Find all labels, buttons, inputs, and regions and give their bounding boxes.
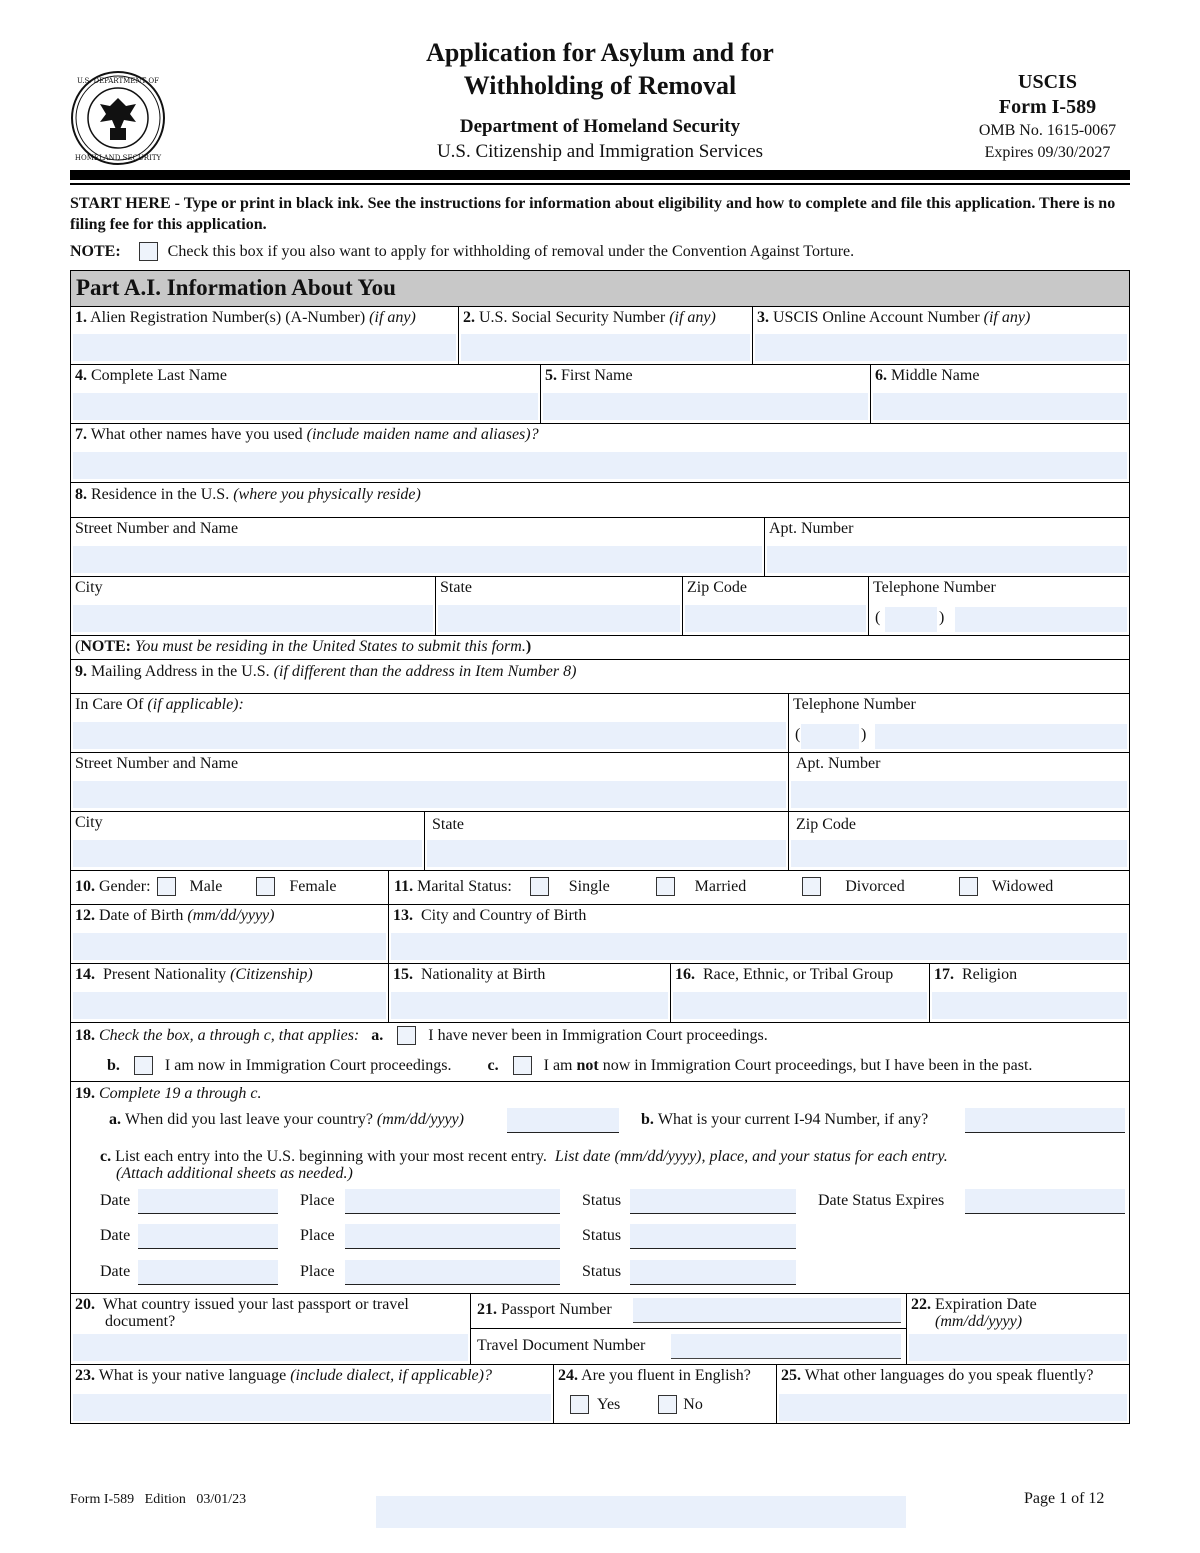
nationality-birth-input[interactable] xyxy=(391,992,668,1019)
religion-input[interactable] xyxy=(932,992,1127,1019)
row-mailing-street xyxy=(71,753,1129,812)
marital-married-checkbox[interactable] xyxy=(656,877,675,896)
item-2-cell: 2. U.S. Social Security Number (if any) xyxy=(459,307,753,364)
row-gender-marital xyxy=(71,871,1129,905)
nationality-cell: 14. Present Nationality (Citizenship) xyxy=(71,964,389,1022)
mailing-state-input[interactable] xyxy=(427,840,786,867)
marital-status-cell: 11. Marital Status: Single Married Divorced Widowed xyxy=(394,877,1054,895)
row-items-4-6 xyxy=(71,365,1129,424)
gender-male-checkbox[interactable] xyxy=(157,877,176,896)
other-languages-input[interactable] xyxy=(779,1394,1127,1421)
footer-barcode-field[interactable] xyxy=(376,1496,906,1528)
item-4-cell: 4. Complete Last Name xyxy=(71,365,541,423)
row-nationality xyxy=(71,964,1129,1023)
nationality-input[interactable] xyxy=(73,992,386,1019)
item-25-cell: 25. What other languages do you speak fluently? xyxy=(777,1365,1129,1424)
ethnic-group-cell: 16. Race, Ethnic, or Tribal Group xyxy=(671,964,930,1022)
mailing-street-cell: Street Number and Name xyxy=(71,753,789,811)
item-5-cell: 5. First Name xyxy=(541,365,871,423)
row-item-8-heading: 8. Residence in the U.S. (where you physically reside) xyxy=(71,483,1129,518)
marital-single-checkbox[interactable] xyxy=(530,877,549,896)
english-no-checkbox[interactable] xyxy=(658,1395,677,1414)
part-a1-form xyxy=(70,270,1130,1424)
row-residing-note: (NOTE: You must be residing in the United States to submit this form.) xyxy=(71,636,1129,660)
residence-zip-cell: Zip Code xyxy=(683,577,869,635)
mailing-area-code-input[interactable] xyxy=(801,724,859,749)
row-residence-street xyxy=(71,518,1129,577)
mailing-street-input[interactable] xyxy=(73,781,786,808)
religion-cell: 17. Religion xyxy=(930,964,1129,1022)
mailing-state-cell: State xyxy=(425,812,789,870)
row-item-9-heading: 9. Mailing Address in the U.S. (if different than the address in Item Number 8) xyxy=(71,660,1129,694)
last-left-country-date-input[interactable] xyxy=(507,1108,619,1133)
last-name-input[interactable] xyxy=(73,393,538,420)
form-title: Application for Asylum and for Withholding of Removal xyxy=(426,38,774,100)
entry2-date-input[interactable] xyxy=(138,1224,278,1249)
residence-city-cell: City xyxy=(71,577,436,635)
item-24-cell: 24. Are you fluent in English? Yes No xyxy=(554,1365,777,1424)
entry1-status-expires-input[interactable] xyxy=(965,1189,1125,1214)
ssn-input[interactable] xyxy=(461,334,750,361)
row-items-23-25 xyxy=(71,1365,1129,1424)
residence-state-input[interactable] xyxy=(438,605,680,632)
svg-text:U.S. DEPARTMENT OF: U.S. DEPARTMENT OF xyxy=(76,77,160,85)
item-23-cell: 23. What is your native language (include dialect, if applicable)? xyxy=(71,1365,554,1424)
first-name-input[interactable] xyxy=(543,393,868,420)
row-residence-city xyxy=(71,577,1129,636)
mailing-city-cell: City xyxy=(71,812,425,870)
part-a1-title: Part A.I. Information About You xyxy=(71,271,1129,307)
item-3-cell: 3. USCIS Online Account Number (if any) xyxy=(753,307,1129,364)
entry1-date-input[interactable] xyxy=(138,1189,278,1214)
dhs-seal-logo xyxy=(70,70,166,166)
gender-cell: 10. Gender: Male Female xyxy=(71,871,389,904)
agency-name: U.S. Citizenship and Immigration Services xyxy=(436,141,764,162)
marital-divorced-checkbox[interactable] xyxy=(802,877,821,896)
residence-zip-input[interactable] xyxy=(685,605,866,632)
entry3-date-input[interactable] xyxy=(138,1260,278,1285)
entry3-place-input[interactable] xyxy=(345,1260,560,1285)
passport-expiration-input[interactable] xyxy=(909,1334,1127,1361)
footer-form-edition: Form I-589 Edition 03/01/23 xyxy=(70,1492,247,1507)
entry2-status-input[interactable] xyxy=(630,1224,796,1249)
dob-input[interactable] xyxy=(73,933,386,960)
item-20-cell: 20. What country issued your last passport or travel document? xyxy=(71,1294,471,1364)
header-rule-thin xyxy=(70,183,1130,185)
row-items-20-22 xyxy=(71,1294,1129,1365)
entry1-place-input[interactable] xyxy=(345,1189,560,1214)
care-of-input[interactable] xyxy=(73,722,786,749)
item-6-cell: 6. Middle Name xyxy=(871,365,1129,423)
a-number-input[interactable] xyxy=(73,334,456,361)
residence-street-cell: Street Number and Name xyxy=(71,518,765,576)
birthplace-input[interactable] xyxy=(391,933,1127,960)
dob-cell: 12. Date of Birth (mm/dd/yyyy) xyxy=(71,905,389,963)
residence-city-input[interactable] xyxy=(73,605,433,632)
mailing-apt-cell: Apt. Number xyxy=(789,753,1129,811)
residence-state-cell: State xyxy=(436,577,683,635)
cat-note: NOTE: Check this box if you also want to apply for withholding of removal under the Convention Against Torture. xyxy=(70,242,855,260)
ethnic-group-input[interactable] xyxy=(673,992,927,1019)
entry2-place-input[interactable] xyxy=(345,1224,560,1249)
row-items-1-3 xyxy=(71,307,1129,365)
footer-page-number: Page 1 of 12 xyxy=(1024,1490,1105,1507)
residence-apt-input[interactable] xyxy=(767,546,1127,573)
mailing-apt-input[interactable] xyxy=(791,781,1127,808)
residence-phone-cell: Telephone Number ( ) xyxy=(869,577,1129,635)
i94-number-input[interactable] xyxy=(965,1108,1125,1133)
past-in-court-checkbox[interactable] xyxy=(513,1056,532,1075)
entry1-status-input[interactable] xyxy=(630,1189,796,1214)
gender-female-checkbox[interactable] xyxy=(256,877,275,896)
residence-apt-cell: Apt. Number xyxy=(765,518,1129,576)
mailing-city-input[interactable] xyxy=(73,840,422,867)
never-in-court-checkbox[interactable] xyxy=(397,1026,416,1045)
entry3-status-input[interactable] xyxy=(630,1260,796,1285)
mailing-phone-input[interactable] xyxy=(875,724,1127,749)
header-rule-thick xyxy=(70,170,1130,180)
mailing-phone-cell: Telephone Number ( ) xyxy=(789,694,1129,752)
other-names-input[interactable] xyxy=(73,452,1127,479)
department-name: Department of Homeland Security xyxy=(459,116,741,137)
care-of-cell: In Care Of (if applicable): xyxy=(71,694,789,752)
now-in-court-checkbox[interactable] xyxy=(134,1056,153,1075)
uscis-account-input[interactable] xyxy=(755,334,1127,361)
residence-phone-input[interactable] xyxy=(955,607,1127,632)
nationality-birth-cell: 15. Nationality at Birth xyxy=(389,964,671,1022)
row-item-18: 18. Check the box, a through c, that applies: a. I have never been in Immigration Court proceedings. b. I am now in Immigration Court proceedings. c. I am not now in Immigration Court proceedings, but I have been in the past. xyxy=(71,1023,1129,1082)
row-birth xyxy=(71,905,1129,964)
row-mailing-city xyxy=(71,812,1129,871)
item-1-cell: 1. Alien Registration Number(s) (A-Number) (if any) xyxy=(71,307,459,364)
native-language-input[interactable] xyxy=(73,1394,551,1421)
mailing-zip-cell: Zip Code xyxy=(789,812,1129,870)
form-identifier-block: USCIS Form I-589 OMB No. 1615-0067 Expires 09/30/2027 xyxy=(978,71,1117,161)
start-here-instructions: START HERE - Type or print in black ink. See the instructions for information about eligibility and how to complete and file this application. There is no filing fee for this application. xyxy=(70,195,1116,233)
row-item-19: 19. Complete 19 a through c. a. When did you last leave your country? (mm/dd/yyyy) b. What is your current I-94 Number, if any? c. List each entry into the U.S. beginning with your most recent entry. List date (mm/dd/yyyy), place, and your status for each entry. (Attach additional sheets as needed.) Date Place Status Date Status Expires Date Place Status Date Place Status xyxy=(71,1082,1129,1294)
passport-country-input[interactable] xyxy=(73,1334,468,1361)
row-item-7: 7. What other names have you used (include maiden name and aliases)? xyxy=(71,424,1129,483)
row-mailing-care-of xyxy=(71,694,1129,753)
item-22-cell: 22. Expiration Date (mm/dd/yyyy) xyxy=(907,1294,1129,1364)
middle-name-input[interactable] xyxy=(873,393,1127,420)
birthplace-cell: 13. City and Country of Birth xyxy=(389,905,1129,963)
passport-number-input[interactable] xyxy=(633,1298,901,1323)
residence-street-input[interactable] xyxy=(73,546,762,573)
english-yes-checkbox[interactable] xyxy=(570,1395,589,1414)
marital-widowed-checkbox[interactable] xyxy=(959,877,978,896)
item-21-cell: 21. Passport Number Travel Document Number xyxy=(471,1294,907,1364)
residence-area-code-input[interactable] xyxy=(885,607,937,632)
travel-document-number-input[interactable] xyxy=(671,1334,901,1359)
cat-withholding-checkbox[interactable] xyxy=(139,242,158,261)
mailing-zip-input[interactable] xyxy=(791,840,1127,867)
svg-text:HOMELAND SECURITY: HOMELAND SECURITY xyxy=(74,154,162,162)
